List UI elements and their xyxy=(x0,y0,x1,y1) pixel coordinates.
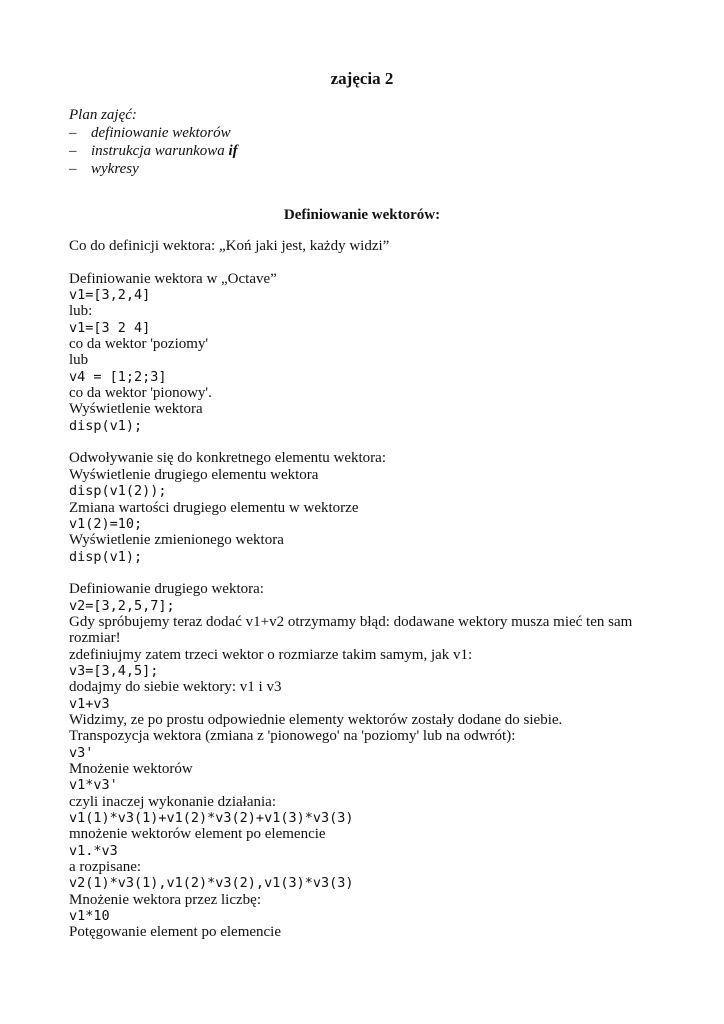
document-body xyxy=(69,238,649,941)
section-heading: Definiowanie wektorów: xyxy=(283,207,441,223)
text-line: a rozpisane: xyxy=(69,859,142,876)
text-line: Definiowanie wektora w „Octave” xyxy=(69,270,277,287)
text-line: Transpozycja wektora (zmiana z 'pionowego' na 'poziomy' lub na odwrót): xyxy=(69,728,516,745)
code-line: v3=[3,4,5]; xyxy=(69,662,159,679)
text-line: Wyświetlenie wektora xyxy=(69,401,203,418)
text-line: zdefiniujmy zatem trzeci wektor o rozmiarze takim samym, jak v1: xyxy=(69,646,473,663)
plan-item xyxy=(69,124,238,142)
code-line: v1+v3 xyxy=(69,695,110,712)
list-dash: – xyxy=(69,143,77,159)
plan-heading: Plan zajęć: xyxy=(69,107,137,123)
text-line: Potęgowanie element po elemencie xyxy=(69,924,281,941)
plan-item-text: definiowanie wektorów xyxy=(91,125,231,141)
text-line: rozmiar! xyxy=(69,630,121,647)
document-title: zajęcia 2 xyxy=(330,69,394,88)
text-line: Odwoływanie się do konkretnego elementu wektora: xyxy=(69,450,386,467)
code-line: v4 = [1;2;3] xyxy=(69,368,167,385)
code-line: v1*10 xyxy=(69,908,110,925)
code-line: v1.*v3 xyxy=(69,842,118,859)
text-line: dodajmy do siebie wektory: v1 i v3 xyxy=(69,679,282,696)
code-line: v1=[3,2,4] xyxy=(69,287,151,304)
text-line: lub: xyxy=(69,303,93,320)
text-line: Mnożenie wektora przez liczbę: xyxy=(69,891,261,908)
code-line: v2=[3,2,5,7]; xyxy=(69,597,175,614)
blank-line xyxy=(69,565,649,581)
text-line: co da wektor 'poziomy' xyxy=(69,336,209,353)
code-line: disp(v1); xyxy=(69,417,143,434)
text-line: Co do definicji wektora: „Koń jaki jest, każdy widzi” xyxy=(69,238,390,254)
text-line: Gdy spróbujemy teraz dodać v1+v2 otrzymamy błąd: dodawane wektory musza mieć ten sam xyxy=(69,613,633,630)
plan-item-text: wykresy xyxy=(91,161,139,177)
code-line: disp(v1(2)); xyxy=(69,483,167,500)
text-line: lub xyxy=(69,352,89,369)
code-line: v3' xyxy=(69,744,94,761)
list-dash: – xyxy=(69,161,77,177)
code-line: v1=[3 2 4] xyxy=(69,319,151,336)
plan-item xyxy=(69,142,238,160)
text-line: Wyświetlenie drugiego elementu wektora xyxy=(69,466,319,483)
code-line: v1*v3' xyxy=(69,777,118,794)
blank-line xyxy=(69,254,649,270)
blank-line xyxy=(69,434,649,450)
code-line: disp(v1); xyxy=(69,548,143,565)
text-line: Widzimy, ze po prostu odpowiednie elementy wektorów zostały dodane do siebie. xyxy=(69,711,563,728)
text-line: czyli inaczej wykonanie działania: xyxy=(69,793,276,810)
code-line: v1(2)=10; xyxy=(69,515,143,532)
lesson-plan xyxy=(69,106,238,178)
plan-item-bold: if xyxy=(228,143,238,159)
plan-item xyxy=(69,160,238,178)
text-line: Zmiana wartości drugiego elementu w wektorze xyxy=(69,499,359,516)
text-line: Mnożenie wektorów xyxy=(69,761,193,777)
text-line: mnożenie wektorów element po elemencie xyxy=(69,826,326,843)
list-dash: – xyxy=(69,125,77,141)
code-line: v1(1)*v3(1)+v1(2)*v3(2)+v1(3)*v3(3) xyxy=(69,810,354,827)
plan-item-text: instrukcja warunkowa xyxy=(91,143,229,159)
text-line: Wyświetlenie zmienionego wektora xyxy=(69,532,284,549)
text-line: co da wektor 'pionowy'. xyxy=(69,385,212,402)
text-line: Definiowanie drugiego wektora: xyxy=(69,581,264,598)
code-line: v2(1)*v3(1),v1(2)*v3(2),v1(3)*v3(3) xyxy=(69,875,354,892)
